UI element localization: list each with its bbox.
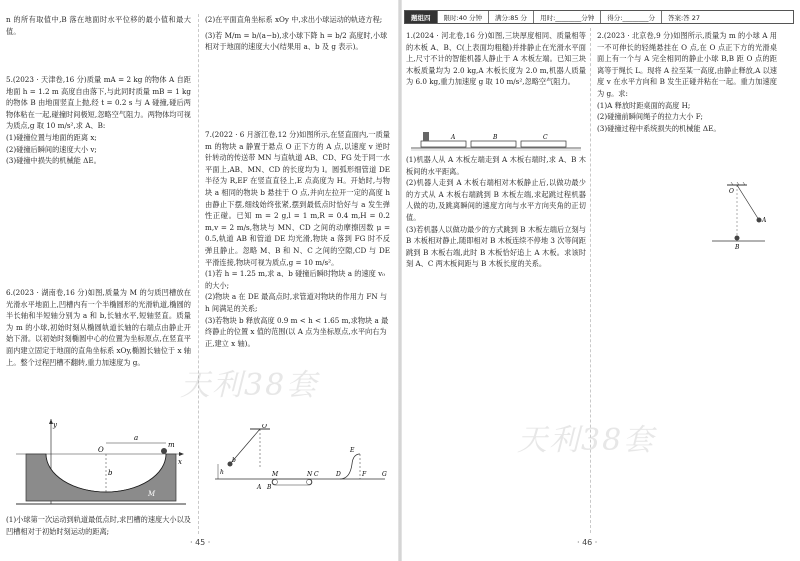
- problem-5-q2: (2)碰撞后瞬间的速度大小 v;: [6, 144, 97, 154]
- time-used: 用时:________分钟: [533, 11, 600, 23]
- problem-2: [597, 30, 777, 134]
- fig7-label-b: b: [232, 457, 236, 464]
- fig6-label-m: m: [168, 441, 175, 449]
- fig7-label-O: O: [262, 424, 267, 430]
- problem-5: [6, 74, 191, 167]
- problem-2-q1: (1)A 释放时距桌面的高度 H;: [597, 100, 691, 110]
- problem-1-text: 1.(2024 · 河北卷,16 分)如图,三块厚度相同、质量相等的木板 A、B、C(上表面均粗糙)并排静止在光滑水平面上,尺寸不计的智能机器人静止于 A 木板左端。已知三块木板质量均为 2.0 kg,A 木板长度为 2.0 m,机器人质量为 6.0 kg,重力加速度 g 取 10 m/s²,忽略空气阻力。: [406, 31, 586, 87]
- fig7-label-D: D: [336, 471, 341, 478]
- problem-7-q1: (1)若 h = 1.25 m,求 a、b 碰撞后瞬时物块 a 的速度 v₀ 的大小;: [205, 269, 386, 290]
- watermark-left: 天利38套: [180, 368, 319, 403]
- watermark-right: 天利38套: [517, 423, 656, 458]
- fig7-label-h: h: [220, 469, 224, 476]
- problem-5-q3: (3)碰撞中损失的机械能 ΔE。: [6, 156, 101, 166]
- problem-6-figure: [16, 419, 186, 509]
- full-score: 满分:85 分: [488, 11, 533, 23]
- problem-5-text: 5.(2023 · 天津卷,16 分)质量 mA = 2 kg 的物体 A 自距地面 h = 1.2 m 高度自由落下,与此同时质量 mB = 1 kg 的物体 B 由地面竖直上抛,经 t = 0.2 s 与 A 碰撞,碰后两物体粘在一起,碰撞时间极短,忽略空气阻力。两物体均可视为质点,g 取 10 m/s²,求 A、B:: [6, 75, 191, 131]
- fig1-label-C: C: [543, 134, 548, 141]
- problem-7-q2: (2)物块 a 在 DE 最高点时,求管道对物块的作用力 FN 与 h 间满足的关系;: [205, 292, 388, 313]
- problem-2-figure: [707, 180, 767, 250]
- problem-1-questions: [406, 154, 586, 270]
- problem-1-q1: (1)机器人从 A 木板左端走到 A 木板右端时,求 A、B 木板间的水平距离。: [406, 155, 586, 176]
- fig7-label-F: F: [362, 471, 367, 478]
- fig6-label-y: y: [53, 421, 57, 429]
- left-column-divider: [198, 14, 199, 534]
- problem-6-questions: [6, 514, 191, 537]
- problem-7-figure: [210, 424, 390, 504]
- problem-7: [205, 129, 390, 349]
- right-page: [402, 0, 800, 561]
- problem-5-q1: (1)碰撞位置与地面的距离 x;: [6, 132, 97, 142]
- left-column-1: [6, 14, 191, 536]
- problem-7-q3: (3)若物块 b 释放高度 0.9 m < h < 1.65 m,求物块 a 最终静止的位置 x 值的范围(以 A 点为坐标原点,水平向右为正,建立 x 轴)。: [205, 315, 389, 348]
- fig7-label-G: G: [382, 471, 387, 478]
- problem-6-q1: (1)小球第一次运动到轨道最低点时,求凹槽的速度大小以及凹槽相对于初始时刻运动的距离;: [6, 515, 191, 536]
- fig1-label-A: A: [451, 134, 456, 141]
- fig6-label-x: x: [178, 458, 182, 466]
- fig1-label-B: B: [493, 134, 498, 141]
- fig2-label-O: O: [729, 188, 734, 195]
- fig2-label-B: B: [735, 244, 740, 250]
- left-page: [0, 0, 398, 561]
- problem-2-q2: (2)碰撞前瞬间绳子的拉力大小 F;: [597, 112, 703, 122]
- fig6-label-O: O: [98, 446, 104, 454]
- problem-1-q2: (2)机器人走到 A 木板右端相对木板静止后,以做功最少的方式从 A 木板右端跳到 B 木板左端,求起跳过程机器人做的功,及跳离瞬间的速度方向与水平方向夹角的正切值。: [406, 178, 586, 222]
- fig7-label-C: C: [314, 471, 319, 478]
- answer-ref: 答案:答 27: [661, 11, 706, 23]
- fig7-label-B: B: [267, 484, 272, 491]
- fig7-label-E: E: [350, 447, 355, 454]
- section-tag: 题组四: [405, 11, 437, 23]
- problem-1: [406, 30, 586, 88]
- fig2-label-A: A: [762, 217, 767, 224]
- problem-1-figure: [411, 126, 581, 152]
- problem-6-q2: (2)在平面直角坐标系 xOy 中,求出小球运动的轨迹方程;: [205, 15, 383, 24]
- fig7-label-M: M: [272, 471, 279, 478]
- problem-1-q3: (3)若机器人以做功最少的方式跳到 B 木板左端后立刻与 B 木板相对静止,随即相对 B 木板连续不停地 3 次等间距跳到 B 木板右端,此时 B 木板恰好追上 A 木板。求该时刻 A、C 两木板间距与 B 木板长度的关系。: [406, 224, 586, 269]
- problem-2-text: 2.(2023 · 北京卷,9 分)如图所示,质量为 m 的小球 A 用一不可伸长的轻绳悬挂在 O 点,在 O 点正下方的光滑桌面上有一个与 A 完全相同的静止小球 B,B 距 O 点的距离等于绳长 L。现将 A 拉至某一高度,由静止释放,A 以速度 v 在水平方向和 B 发生正碰并粘在一起。重力加速度为 g。求:: [597, 31, 777, 98]
- fig7-label-A: A: [257, 484, 262, 491]
- fig6-label-a: a: [134, 434, 139, 442]
- page-number-left: · 45 ·: [190, 538, 211, 547]
- problem-2-q3: (3)碰撞过程中系统损失的机械能 ΔE。: [597, 123, 721, 133]
- problem-6: [6, 287, 191, 368]
- section-header: [404, 10, 794, 24]
- page-number-right: · 46 ·: [577, 538, 598, 547]
- problem-7-text: 7.(2022 · 6 月浙江卷,12 分)如图所示,在竖直面内,一质量 m 的物块 a 静置于悬点 O 正下方的 A 点,以速度 v 逆时针转动的传送带 MN 与直轨道 AB、CD、FG 处于同一水平面上,AB、MN、CD 的长度均为 l。圆弧形细管道 DE 半径为 R,EF 在竖直直径上,E 点高度为 H。开始时,与物块 a 相同的物块 b 悬挂于 O 点,并向左拉开一定的高度 h 由静止下摆,细线始终张紧,摆到最低点时恰好与 a 发生弹性正碰。已知 m = 2 g,l = 1 m,R = 0.4 m,H = 0.2 m,v = 2 m/s,物块与 MN、CD 之间的动摩擦因数 μ = 0.5,轨道 AB 和管道 DE 均光滑,物块 a 落到 FG 时不反弹且静止。忽略 M、B 和 N、C 之间的空隙,CD 与 DE 平滑连接,物块可视为质点,g = 10 m/s²。: [205, 130, 390, 267]
- problem-6-q3: (3)若 M/m = b/(a−b),求小球下降 h = b/2 高度时,小球相对于地面的速度大小(结果用 a、b 及 g 表示)。: [205, 30, 388, 52]
- fig7-label-N: N: [307, 471, 313, 478]
- fig6-label-M: M: [148, 490, 156, 498]
- score: 得分:________分: [600, 11, 661, 23]
- fig6-label-b: b: [108, 469, 113, 477]
- time-limit: 限时:40 分钟: [437, 11, 489, 23]
- continued-text: n 的所有取值中,B 落在地面时水平位移的最小值和最大值。: [6, 15, 191, 36]
- problem-6-text: 6.(2023 · 湖南卷,16 分)如图,质量为 M 的匀质凹槽放在光滑水平地面上,凹槽内有一个半椭圆形的光滑轨道,椭圆的半长轴和半短轴分别为 a 和 b,长轴水平,短轴竖直。质量为 m 的小球,初始时刻从椭圆轨道长轴的右端点由静止开始下滑。以初始时刻椭圆中心的位置为坐标原点,在竖直平面内建立固定于地面的直角坐标系 xOy,椭圆长轴位于 x 轴上。整个过程凹槽不翻转,重力加速度为 g。: [6, 288, 191, 367]
